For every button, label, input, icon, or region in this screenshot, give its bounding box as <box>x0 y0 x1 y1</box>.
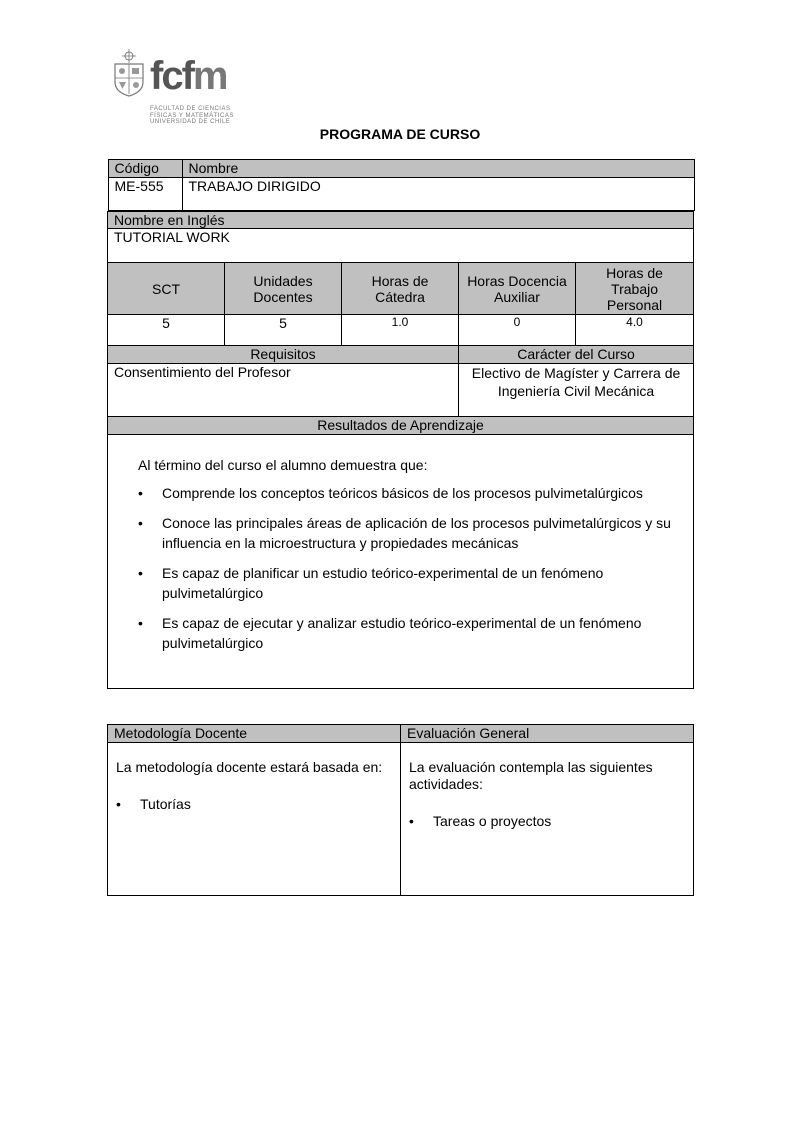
code-label: Código <box>108 160 182 178</box>
methodology-intro: La metodología docente estará basada en: <box>116 759 383 775</box>
list-item: • Tareas o proyectos <box>409 811 685 831</box>
list-item: • Es capaz de ejecutar y analizar estudio teórico-experimental de un fenómeno pulvimetalúrgico <box>138 613 685 653</box>
outcomes-intro: Al término del curso el alumno demuestra que: <box>138 457 428 473</box>
logo-subtitle: FACULTAD DE CIENCIAS FÍSICAS Y MATEMÁTICAS UNIVERSIDAD DE CHILE <box>150 106 234 125</box>
requisitos-label: Requisitos <box>108 346 459 364</box>
resultados-label: Resultados de Aprendizaje <box>108 417 694 435</box>
university-seal-icon <box>112 48 146 98</box>
evaluation-list <box>409 811 685 831</box>
caracter-value: Electivo de Magíster y Carrera de Ingeniería Civil Mecánica <box>459 364 694 417</box>
list-item: • Comprende los conceptos teóricos básicos de los procesos pulvimetalúrgicos <box>138 483 685 503</box>
horas-trabajo-personal-label: Horas de Trabajo Personal <box>576 263 694 315</box>
methodology-cell <box>108 743 401 896</box>
name-label: Nombre <box>182 160 694 178</box>
evaluacion-label: Evaluación General <box>401 725 694 743</box>
sct-value: 5 <box>108 315 225 346</box>
outcomes-list <box>138 483 685 653</box>
list-item: • Es capaz de planificar un estudio teórico-experimental de un fenómeno pulvimetalúrgico <box>138 563 685 603</box>
metodologia-label: Metodología Docente <box>108 725 401 743</box>
fcfm-logo <box>112 48 242 128</box>
sct-label: SCT <box>108 263 225 315</box>
methodology-list <box>116 794 392 814</box>
horas-docencia-auxiliar-label: Horas Docencia Auxiliar <box>459 263 576 315</box>
course-code: ME-555 <box>108 178 182 211</box>
caracter-label: Carácter del Curso <box>459 346 694 364</box>
english-name: TUTORIAL WORK <box>108 229 694 263</box>
logo-wordmark: fcfm <box>150 54 227 98</box>
code-name-table <box>108 159 695 211</box>
horas-docencia-auxiliar-value: 0 <box>459 315 576 346</box>
english-name-label: Nombre en Inglés <box>108 212 694 229</box>
course-info-table <box>107 159 694 689</box>
unidades-docentes-value: 5 <box>225 315 342 346</box>
horas-catedra-value: 1.0 <box>342 315 459 346</box>
evaluation-intro: La evaluación contempla las siguientes actividades: <box>409 759 653 792</box>
course-name: TRABAJO DIRIGIDO <box>182 178 694 211</box>
methodology-evaluation-table <box>107 724 694 896</box>
horas-trabajo-personal-value: 4.0 <box>576 315 694 346</box>
list-item: • Conoce las principales áreas de aplicación de los procesos pulvimetalúrgicos y su influencia en la microestructura y propiedades mecánicas <box>138 513 685 553</box>
page-title: PROGRAMA DE CURSO <box>319 126 481 142</box>
outcomes-cell <box>108 435 694 689</box>
list-item: • Tutorías <box>116 794 392 814</box>
evaluation-cell <box>401 743 694 896</box>
requisitos-value: Consentimiento del Profesor <box>108 364 459 417</box>
unidades-docentes-label: Unidades Docentes <box>225 263 342 315</box>
horas-catedra-label: Horas de Cátedra <box>342 263 459 315</box>
